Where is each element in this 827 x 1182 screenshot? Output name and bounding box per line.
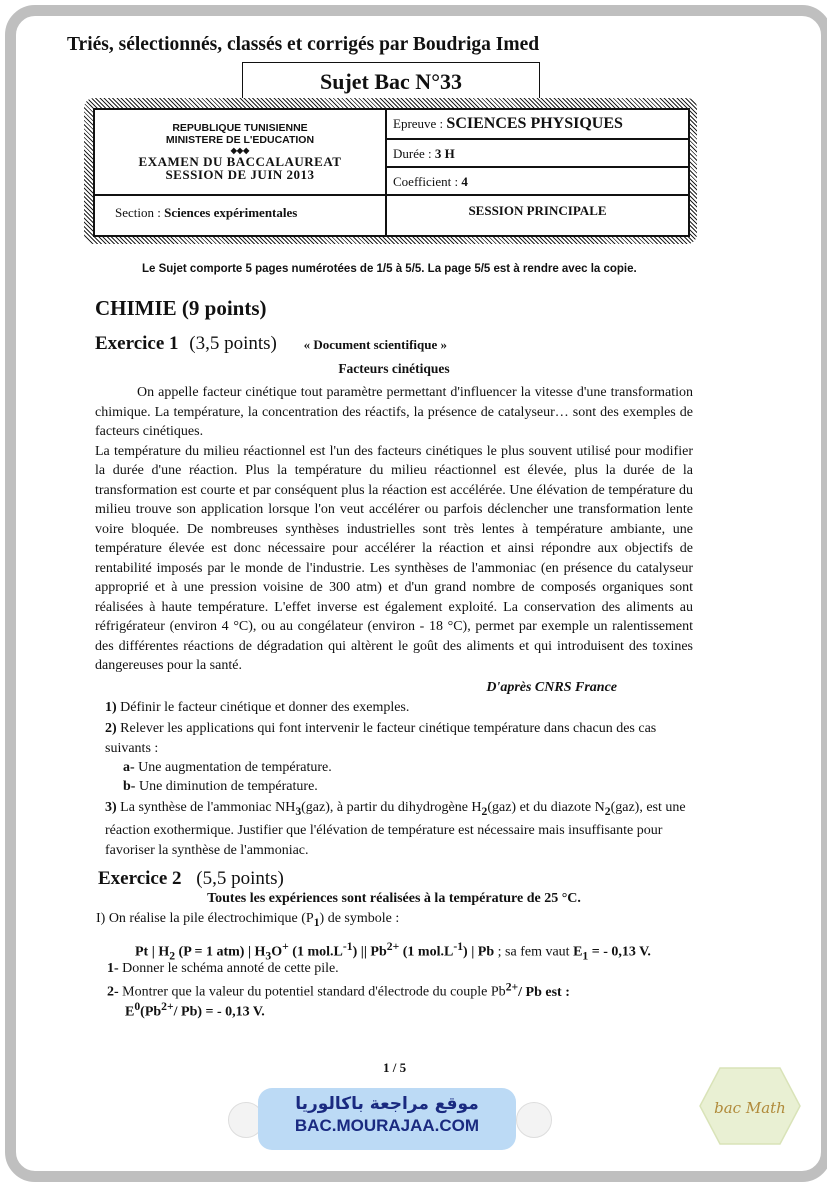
exercise2-heading: [98, 868, 284, 890]
pile-part: 1: [582, 949, 589, 963]
q2-number: 2): [105, 721, 117, 736]
q3-part: (gaz), est une réaction exothermique. Justifier que l'élévation de température est nécessaire mais insuffisante pour favoriser la synthèse de l'ammoniac.: [105, 800, 686, 858]
q3-part: (gaz) et du diazote N: [487, 800, 605, 815]
intro-text: I) On réalise la pile électrochimique (P: [96, 911, 314, 926]
pile-part: ): [463, 944, 468, 960]
q3-sub-h2: 2: [481, 804, 488, 818]
q3-part: (gaz), à partir du dihydrogène H: [301, 800, 482, 815]
exam-line2: SESSION DE JUIN 2013: [165, 167, 315, 182]
pile-part: H: [158, 944, 170, 960]
sujet-title: Sujet Bac N°33: [242, 62, 540, 102]
site-url[interactable]: BAC.MOURAJAA.COM: [294, 1116, 480, 1135]
duree-cell: [386, 139, 689, 167]
ministry-cell: [94, 109, 386, 195]
pile-part: O: [271, 944, 283, 960]
pile-symbol: Pt | $H_2$ (P = 1 atm) | $H_3O^+$ (1 $mol.L^{-1}$) || $Pb^{2+}$ (1 $mol.L^{-1}$) | Pb ; sa fem vaut $E_1$ = - 0,13 V.: [135, 940, 651, 963]
exam-line1: EXAMEN DU BACCALAUREAT: [138, 154, 342, 169]
site-arabic-title: موقع مراجعة باكالوريا: [295, 1094, 479, 1114]
pile-part: ; sa fem vaut: [494, 944, 574, 960]
exam-header-box: [93, 108, 690, 237]
chimie-heading: CHIMIE (9 points): [95, 296, 267, 320]
pile-part: (1 mol.L: [288, 944, 343, 960]
q1-text: Définir le facteur cinétique et donner des exemples.: [120, 700, 410, 715]
pile-part: E: [573, 944, 583, 960]
e0-value: [125, 1000, 265, 1021]
pile-part: Pb: [370, 944, 387, 960]
exercise1-tag: « Document scientifique »: [303, 337, 447, 352]
intro-end: ) de symbole :: [319, 911, 400, 926]
e0-part: / Pb) = - 0,13 V.: [173, 1004, 265, 1020]
pile-part: +: [282, 940, 289, 953]
ex2-question-2: [107, 980, 570, 1001]
q2b-number: b-: [123, 779, 136, 794]
ex2-intro: [96, 911, 399, 929]
duree-label: Durée :: [393, 146, 432, 161]
epreuve-value: SCIENCES PHYSIQUES: [446, 115, 623, 132]
site-logo-icon: [516, 1102, 552, 1138]
pile-part: ): [352, 944, 358, 960]
doc-source: D'après CNRS France: [486, 680, 617, 695]
exercise1-points: (3,5 points): [189, 333, 277, 354]
intro-sub: 1: [313, 915, 320, 929]
pile-part: 2+: [386, 940, 400, 953]
page-number: 1 / 5: [383, 1060, 407, 1075]
bacmath-logo-icon: [698, 1066, 802, 1146]
doc-paragraph-1: On appelle facteur cinétique tout paramètre permettant d'influencer la vitesse d'une transformation chimique. La température, la concentration des réactifs, la présence de catalyseur… sont des exemples de facteurs cinétiques.: [95, 385, 693, 439]
ex2-question-1: [107, 961, 339, 977]
bacmath-logo-text: bac Math: [714, 1099, 786, 1117]
pile-part: = - 0,13 V.: [588, 944, 651, 960]
exercise1-heading: [95, 333, 447, 355]
exercise2-points: (5,5 points): [196, 868, 284, 889]
e0-part: 2+: [161, 1000, 174, 1013]
ex1-question-2: [105, 719, 693, 758]
pile-part: 2: [169, 949, 176, 963]
pages-note: Le Sujet comporte 5 pages numérotées de 1/5 à 5/5. La page 5/5 est à rendre avec la copie.: [142, 263, 637, 275]
coef-value: 4: [461, 174, 468, 189]
q3-part: La synthèse de l'ammoniac NH: [120, 800, 296, 815]
republique-text: REPUBLIQUE TUNISIENNE: [172, 122, 308, 134]
ex2-q2-part: 2+: [505, 980, 519, 993]
section-value: Sciences expérimentales: [164, 205, 298, 220]
q3-number: 3): [105, 800, 117, 815]
q2a-number: a-: [123, 760, 135, 775]
q2b-text: Une diminution de température.: [138, 779, 318, 794]
e0-part: 0: [134, 1000, 141, 1013]
section-label: Section :: [115, 205, 161, 220]
temperature-note: Toutes les expériences sont réalisées à la température de 25 °C.: [207, 891, 581, 906]
ex2-q1-number: 1-: [107, 961, 119, 976]
ex1-question-3: [105, 798, 693, 860]
e0-part: E: [125, 1004, 135, 1020]
section-cell: [94, 195, 386, 236]
q3-sub-n2: 2: [604, 804, 611, 818]
pile-part: H: [254, 944, 266, 960]
ornament: ◆◆◆: [230, 146, 250, 155]
duree-value: 3 H: [434, 146, 455, 161]
pile-part: 3: [265, 949, 272, 963]
coef-label: Coefficient :: [393, 174, 459, 189]
epreuve-cell: [386, 109, 689, 139]
credit-line: Triés, sélectionnés, classés et corrigés par Boudriga Imed: [67, 34, 540, 55]
ex2-q2-part: Montrer que la valeur du potentiel standard d'électrode du couple Pb: [122, 984, 506, 1000]
exercise1-title: Exercice 1: [95, 333, 179, 354]
ex1-question-1: [105, 700, 409, 716]
pile-part: -1: [342, 940, 353, 953]
ex2-q2-part: / Pb est :: [518, 984, 570, 1000]
pile-part: (1 mol.L: [399, 944, 454, 960]
ministere-text: MINISTERE DE L'EDUCATION: [165, 134, 315, 146]
q3-sub-nh3: 3: [295, 804, 302, 818]
ex2-q1-text: Donner le schéma annoté de cette pile.: [122, 961, 339, 976]
doc-paragraph-2: La température du milieu réactionnel est l'un des facteurs cinétiques le plus souvent utilisé pour modifier la durée d'une réaction. Plus la température du milieu réactionnel est élevée, plus la durée de la transformation est courte et par conséquent plus la réaction est accélérée. Une élévation de température du milieu trouve son application lorsque l'on veut accélérer ou parfois déclencher une transformation lente voire bloquée. De nombreuses synthèses industrielles sont très lentes à température ambiante, une température élevée est donc nécessaire pour accélérer la réaction et ainsi répondre aux objectifs de rentabilité imposés par le monde de l'industrie. Les synthèses de l'ammoniac (en présence du catalyseur approprié et à une pression voisine de 300 atm) et d'un grand nombre de composés organiques sont réalisées à haute température. L'effet inverse est également exploité. La conservation des aliments au réfrigérateur (environ 4 °C), ou au congélateur (environ - 18 °C), permet par exemple un ralentissement des différentes réactions de dégradation qui altèrent le goût des aliments et qui introduisent des toxines dangereuses pour la santé.: [95, 443, 693, 673]
session-cell: SESSION PRINCIPALE: [386, 195, 689, 236]
pile-part: -1: [453, 940, 464, 953]
exercise1-document: [95, 383, 693, 676]
e0-part: (Pb: [140, 1004, 162, 1020]
ex2-q2-number: 2-: [107, 984, 119, 1000]
pile-part: Pt: [135, 944, 149, 960]
site-banner[interactable]: [258, 1088, 516, 1150]
pile-part: Pb: [477, 944, 495, 960]
q1-number: 1): [105, 700, 117, 715]
epreuve-label: Epreuve :: [393, 116, 444, 131]
q2-text: Relever les applications qui font intervenir le facteur cinétique température dans chacun des cas suivants :: [105, 721, 657, 756]
ex1-question-2a: [123, 760, 332, 776]
pile-part: (P = 1 atm): [175, 944, 245, 960]
exercise1-subtitle: Facteurs cinétiques: [338, 361, 450, 376]
exercise2-title: Exercice 2: [98, 868, 182, 889]
ex1-question-2b: [123, 779, 318, 795]
q2a-text: Une augmentation de température.: [138, 760, 332, 775]
coef-cell: [386, 167, 689, 195]
